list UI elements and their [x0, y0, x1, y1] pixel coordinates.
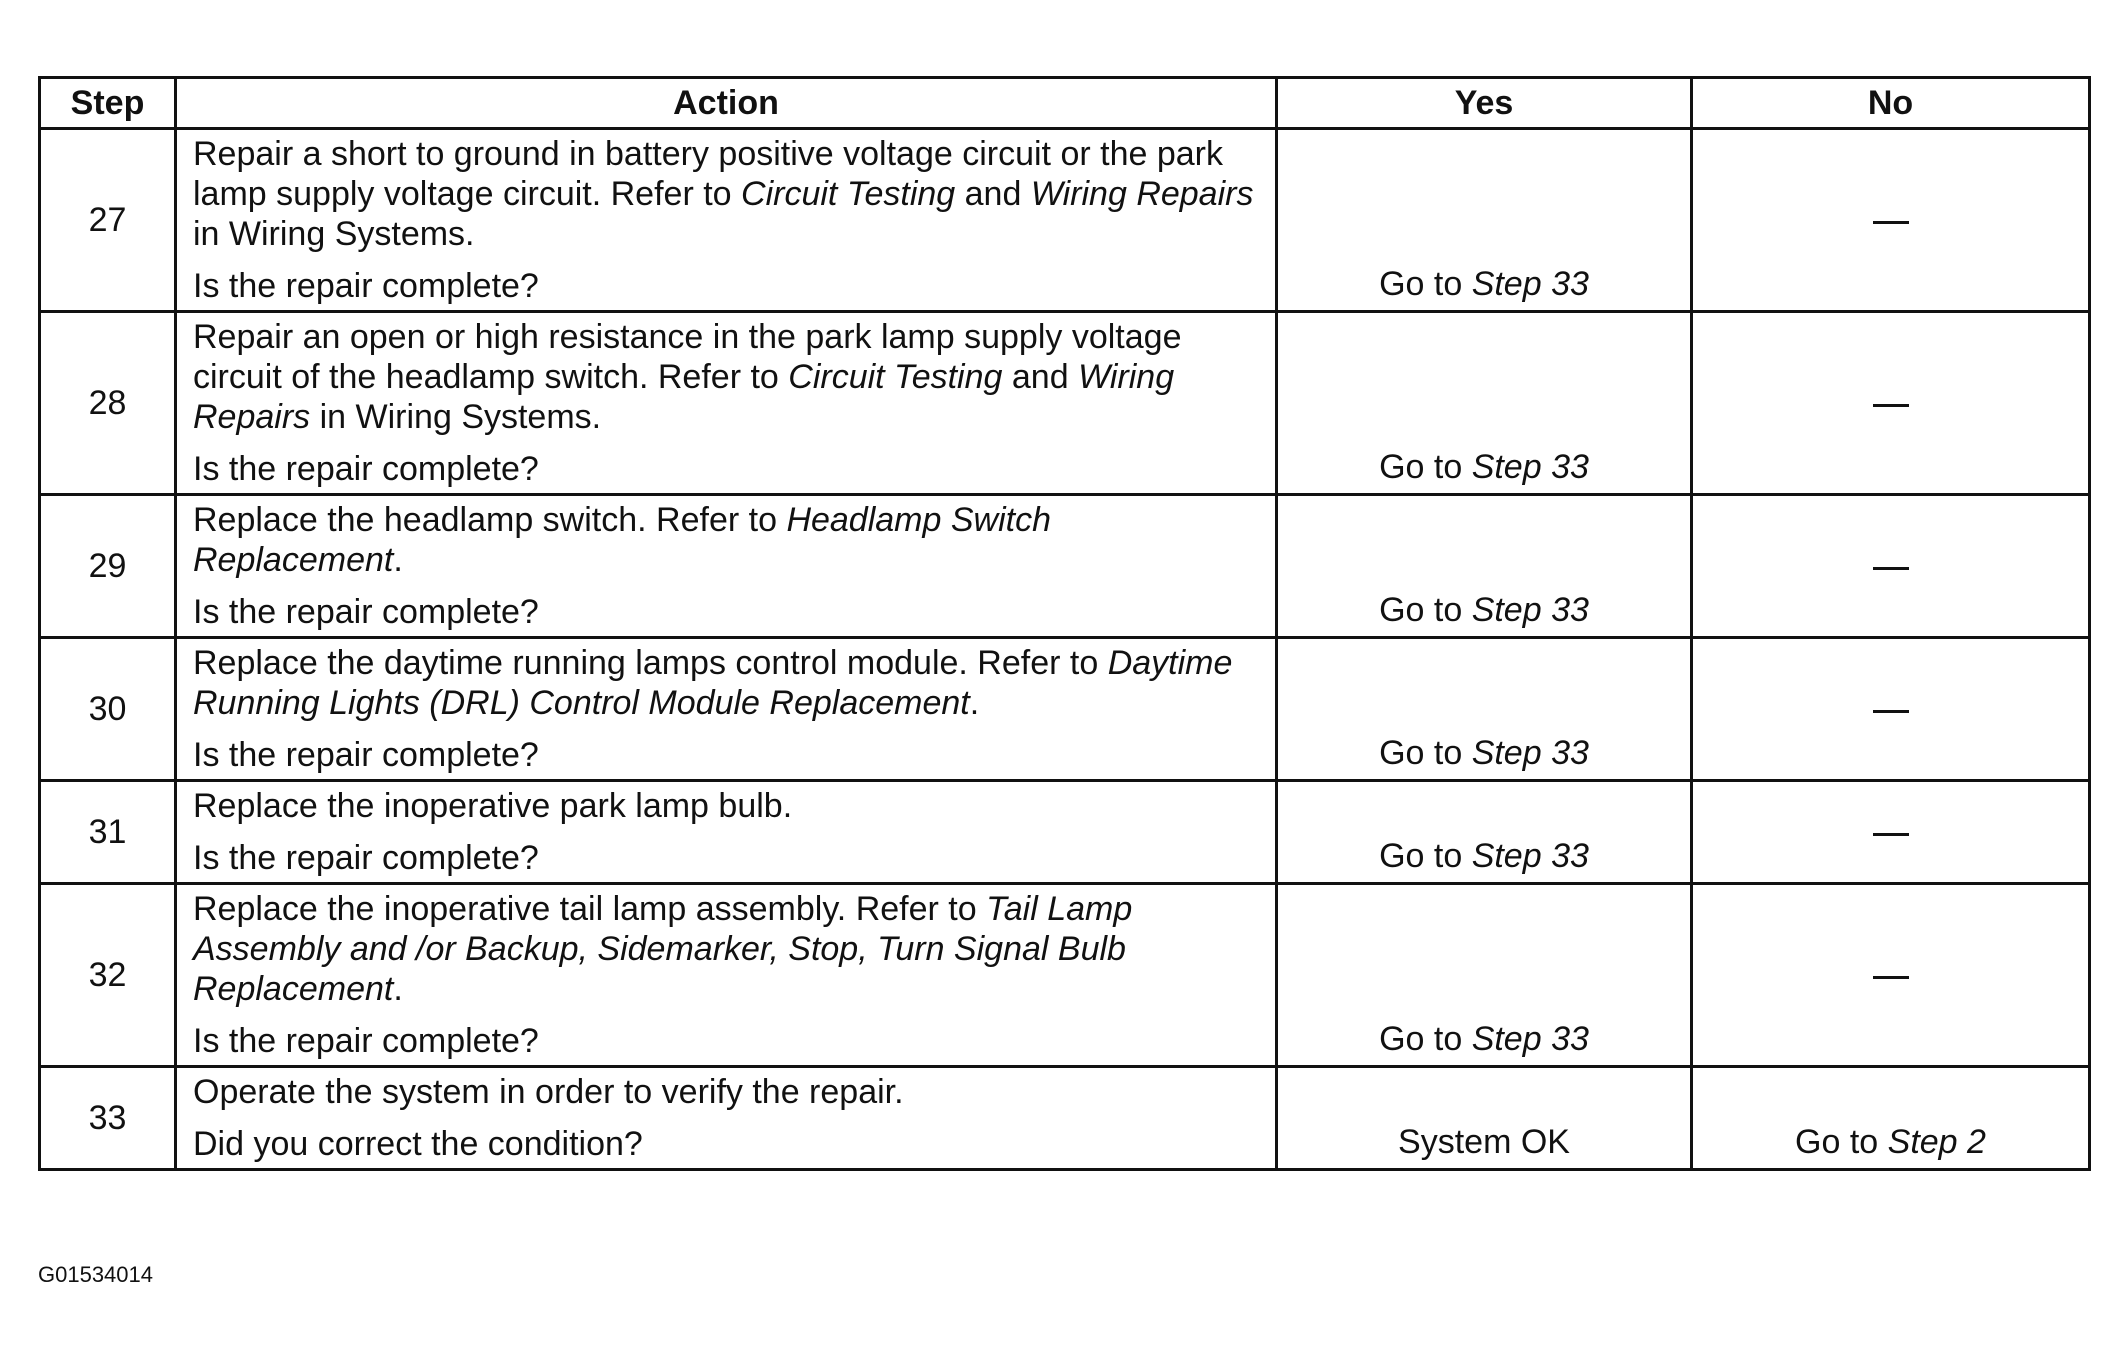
yes-segment: Step 33	[1471, 448, 1589, 486]
step-number: 30	[40, 638, 176, 781]
action-question: Did you correct the condition?	[193, 1125, 643, 1163]
no-cell	[1692, 129, 2090, 312]
action-cell	[176, 495, 1277, 638]
yes-cell	[1277, 781, 1692, 884]
action-cell	[176, 312, 1277, 495]
action-question: Is the repair complete?	[193, 839, 539, 877]
step-number: 29	[40, 495, 176, 638]
action-question: Is the repair complete?	[193, 1022, 539, 1060]
yes-segment: Step 33	[1471, 591, 1589, 629]
table-body	[40, 129, 2090, 1170]
action-segment: .	[969, 684, 980, 722]
action-segment: Tail Lamp Assembly and /or Backup, Sidemarker, Stop, Turn Signal Bulb Replacement	[193, 890, 1133, 1008]
step-number: 33	[40, 1067, 176, 1170]
step-number: 31	[40, 781, 176, 884]
action-segment: Repair a short to ground in battery positive voltage circuit or the park lamp supply voltage circuit. Refer to	[193, 135, 1223, 213]
yes-cell	[1277, 1067, 1692, 1170]
action-question: Is the repair complete?	[193, 593, 539, 631]
action-segment: .	[393, 541, 403, 579]
dash-mark	[1873, 833, 1909, 836]
diagnostic-table	[38, 76, 2091, 1171]
no-cell	[1692, 495, 2090, 638]
dash-mark	[1873, 976, 1909, 979]
step-number: 32	[40, 884, 176, 1067]
yes-cell	[1277, 495, 1692, 638]
action-text	[193, 643, 1261, 723]
header-row	[40, 78, 2090, 129]
action-cell	[176, 884, 1277, 1067]
action-segment: Replace the headlamp switch. Refer to	[193, 501, 787, 539]
table-row	[40, 495, 2090, 638]
yes-segment: Step 33	[1471, 1020, 1589, 1058]
dash-mark	[1873, 710, 1909, 713]
action-segment: Circuit Testing	[788, 358, 1003, 396]
step-number: 28	[40, 312, 176, 495]
action-segment: in Wiring Systems.	[310, 398, 602, 436]
action-segment: Circuit Testing	[741, 175, 956, 213]
action-segment: Repair an open or high resistance in the park lamp supply voltage circuit of the headlamp switch. Refer to	[193, 318, 1182, 396]
yes-cell	[1277, 312, 1692, 495]
table-row	[40, 781, 2090, 884]
header-no: No	[1692, 78, 2090, 129]
action-segment: Wiring Repairs	[193, 358, 1175, 436]
action-text	[193, 889, 1261, 1009]
yes-segment: Go to	[1379, 591, 1472, 629]
action-segment: Replace the daytime running lamps control module. Refer to	[193, 644, 1108, 682]
yes-segment: Go to	[1379, 837, 1472, 875]
action-segment: Daytime Running Lights (DRL) Control Module Replacement	[193, 644, 1233, 722]
action-text	[193, 317, 1261, 437]
action-text	[193, 786, 1261, 826]
step-number: 27	[40, 129, 176, 312]
action-text	[193, 500, 1261, 580]
yes-cell	[1277, 129, 1692, 312]
table-row	[40, 638, 2090, 781]
action-segment: Wiring Repairs	[1030, 175, 1254, 213]
action-cell	[176, 638, 1277, 781]
no-segment: Step 2	[1887, 1123, 1986, 1161]
yes-segment: Go to	[1379, 448, 1472, 486]
yes-cell	[1277, 638, 1692, 781]
yes-cell	[1277, 884, 1692, 1067]
action-text	[193, 134, 1261, 254]
no-cell	[1692, 312, 2090, 495]
yes-segment: Go to	[1379, 734, 1472, 772]
table-row	[40, 129, 2090, 312]
action-segment: in Wiring Systems.	[193, 215, 475, 253]
header-yes: Yes	[1277, 78, 1692, 129]
action-segment: and	[1002, 358, 1079, 396]
dash-mark	[1873, 567, 1909, 570]
header-step: Step	[40, 78, 176, 129]
no-cell	[1692, 1067, 2090, 1170]
figure-id: G01534014	[38, 1262, 153, 1287]
no-cell	[1692, 638, 2090, 781]
action-text	[193, 1072, 1261, 1112]
action-question: Is the repair complete?	[193, 267, 539, 305]
dash-mark	[1873, 404, 1909, 407]
yes-segment: Step 33	[1471, 837, 1589, 875]
yes-segment: Step 33	[1471, 265, 1589, 303]
table-row	[40, 312, 2090, 495]
no-segment: Go to	[1795, 1123, 1888, 1161]
action-segment: and	[955, 175, 1031, 213]
action-segment: Operate the system in order to verify the repair.	[193, 1073, 904, 1111]
header-action: Action	[176, 78, 1277, 129]
table-row	[40, 884, 2090, 1067]
table-row	[40, 1067, 2090, 1170]
action-segment: Replace the inoperative tail lamp assembly. Refer to	[193, 890, 987, 928]
action-cell	[176, 1067, 1277, 1170]
yes-segment: Step 33	[1471, 734, 1589, 772]
no-cell	[1692, 884, 2090, 1067]
action-segment: .	[393, 970, 403, 1008]
no-cell	[1692, 781, 2090, 884]
yes-segment: Go to	[1379, 1020, 1472, 1058]
action-segment: Replace the inoperative park lamp bulb.	[193, 787, 793, 825]
action-segment: Headlamp Switch Replacement	[193, 501, 1051, 579]
yes-segment: Go to	[1379, 265, 1472, 303]
action-question: Is the repair complete?	[193, 736, 539, 774]
yes-segment: System OK	[1398, 1123, 1570, 1161]
action-question: Is the repair complete?	[193, 450, 539, 488]
action-cell	[176, 129, 1277, 312]
action-cell	[176, 781, 1277, 884]
dash-mark	[1873, 221, 1909, 224]
